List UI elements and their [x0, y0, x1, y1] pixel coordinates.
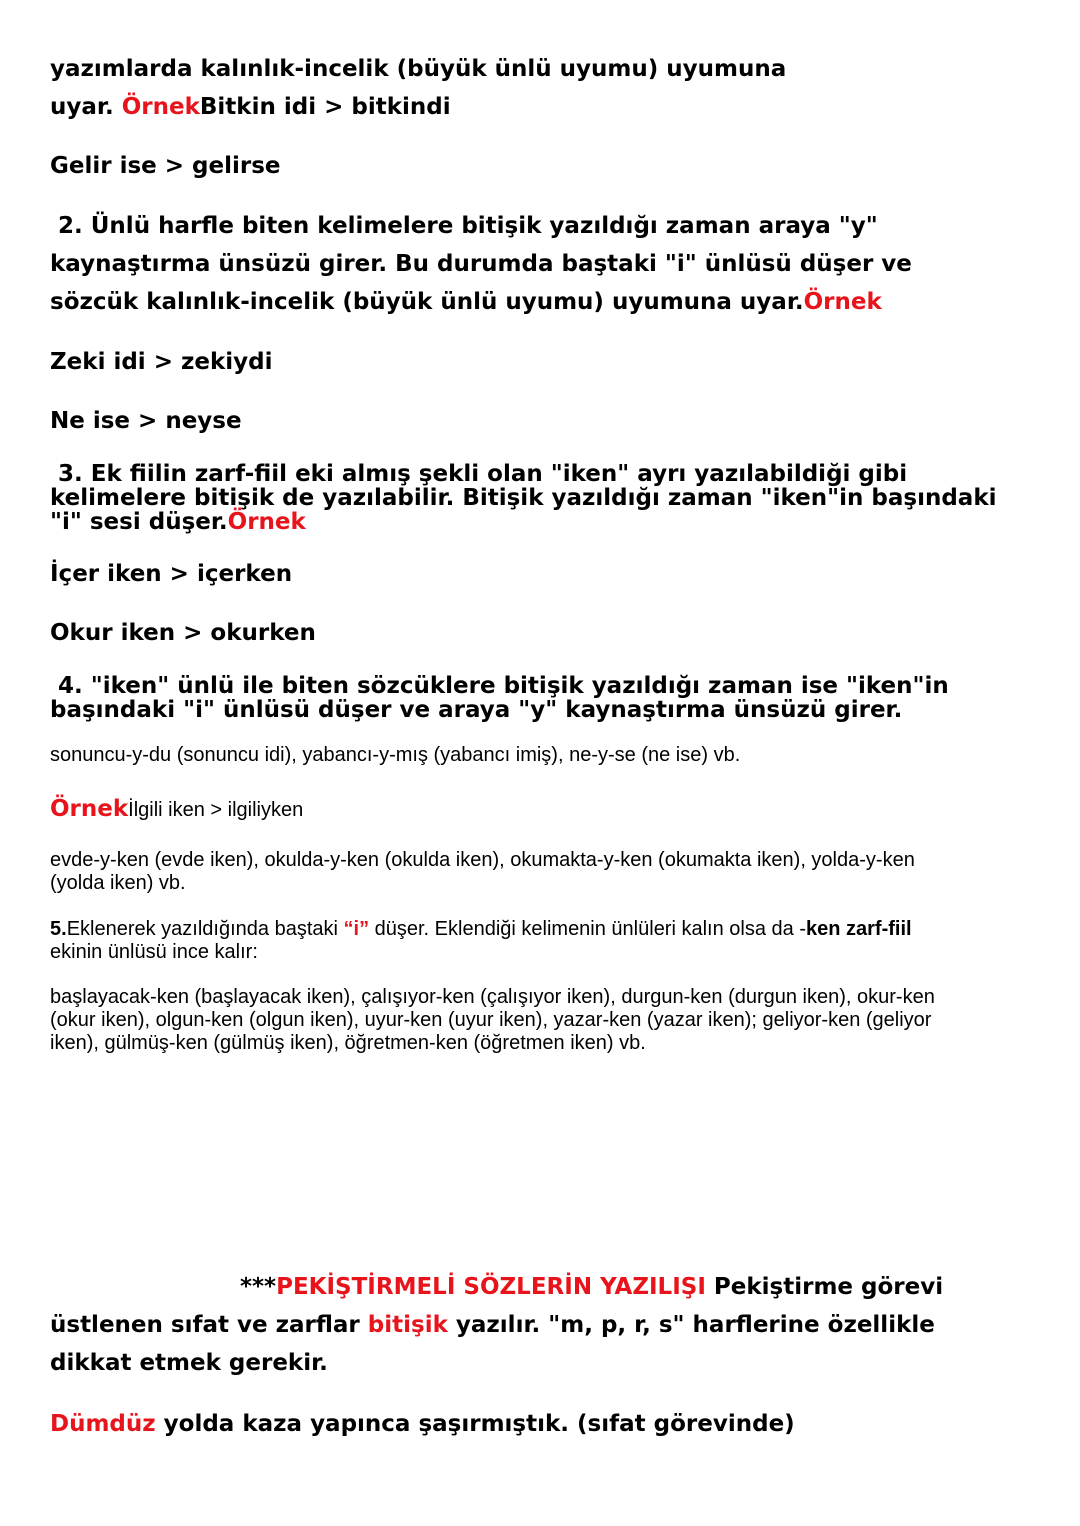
section-bitisik: bitişik — [367, 1312, 448, 1338]
rule4-line2: başındaki "i" ünlüsü düşer ve araya "y" kaynaştırma ünsüzü girer. — [50, 697, 903, 723]
rule1-line1: yazımlarda kalınlık-incelik (büyük ünlü uyumu) uyumuna — [50, 56, 787, 82]
rule5-quoted-i: “i” — [343, 918, 370, 940]
rule2-example2: Ne ise > neyse — [50, 408, 242, 434]
section-line2-post: yazılır. "m, p, r, s" harflerine özellikle — [447, 1312, 935, 1338]
rule3-paragraph — [50, 462, 997, 534]
rule1-paragraph — [50, 50, 786, 126]
section-line3: dikkat etmek gerekir. — [50, 1350, 328, 1376]
rule1-example2: Gelir ise > gelirse — [50, 153, 281, 179]
rule4-ornek-line — [50, 796, 303, 822]
section-example-word: Dümdüz — [50, 1411, 156, 1437]
rule3-line3 — [50, 510, 997, 534]
section-line1 — [50, 1268, 943, 1306]
rule5-bold-term: ken zarf-fiil — [805, 918, 912, 940]
rule4-examples2-line2: (yolda iken) vb. — [50, 872, 186, 894]
rule1-line2-pre: uyar. — [50, 94, 122, 120]
rule4-line1: 4. "iken" ünlü ile biten sözcüklere bitişik yazıldığı zaman ise "iken"in — [50, 673, 949, 699]
rule1-line2 — [50, 88, 786, 126]
rule3-line1: 3. Ek fiilin zarf-fiil eki almış şekli olan "iken" ayrı yazılabildiği gibi — [50, 461, 908, 487]
rule4-ornek-example: İlgili iken > ilgiliyken — [128, 799, 304, 821]
rule5-examples-line3: iken), gülmüş-ken (gülmüş iken), öğretmen-ken (öğretmen iken) vb. — [50, 1032, 646, 1054]
rule2-line3 — [50, 283, 912, 321]
rule5-line2: ekinin ünlüsü ince kalır: — [50, 941, 258, 963]
section-paragraph — [50, 1268, 943, 1382]
rule5-examples-line2: (okur iken), olgun-ken (olgun iken), uyur-ken (uyur iken), yazar-ken (yazar iken); geliyor-ken (geliyor — [50, 1009, 932, 1031]
section-stars: *** — [240, 1274, 277, 1300]
rule3-example2: Okur iken > okurken — [50, 620, 316, 646]
rule2-line2: kaynaştırma ünsüzü girer. Bu durumda baştaki "i" ünlüsü düşer ve — [50, 251, 912, 277]
rule4-examples2 — [50, 849, 915, 895]
rule4-examples: sonuncu-y-du (sonuncu idi), yabancı-y-mış (yabancı imiş), ne-y-se (ne ise) vb. — [50, 744, 741, 766]
ornek-label: Örnek — [121, 94, 200, 120]
section-example — [50, 1405, 795, 1443]
ornek-label: Örnek — [50, 796, 129, 822]
rule5-examples — [50, 986, 935, 1055]
rule5-text1: Eklenerek yazıldığında baştaki — [66, 918, 344, 940]
rule5-text2: düşer. Eklendiği kelimenin ünlüleri kalın olsa da - — [369, 918, 806, 940]
rule1-example1: Bitkin idi > bitkindi — [199, 94, 451, 120]
rule2-line1: 2. Ünlü harfle biten kelimelere bitişik yazıldığı zaman araya "y" — [50, 213, 878, 239]
rule2-line3-text: sözcük kalınlık-incelik (büyük ünlü uyumu) uyumuna uyar. — [50, 289, 804, 315]
ornek-label: Örnek — [803, 289, 882, 315]
section-example-rest: yolda kaza yapınca şaşırmıştık. (sıfat görevinde) — [155, 1411, 795, 1437]
rule2-paragraph — [50, 207, 912, 321]
section-heading: PEKİŞTİRMELİ SÖZLERİN YAZILIŞI — [276, 1274, 706, 1300]
rule3-example1: İçer iken > içerken — [50, 561, 293, 587]
rule5-line1 — [50, 918, 912, 941]
rule5-number: 5. — [50, 918, 67, 940]
rule5-examples-line1: başlayacak-ken (başlayacak iken), çalışıyor-ken (çalışıyor iken), durgun-ken (durgun iken), okur-ken — [50, 986, 935, 1008]
rule5-paragraph — [50, 918, 912, 964]
rule4-paragraph — [50, 674, 949, 722]
section-line2-pre: üstlenen sıfat ve zarflar — [50, 1312, 368, 1338]
rule3-line2: kelimelere bitişik de yazılabilir. Bitişik yazıldığı zaman "iken"in başındaki — [50, 485, 997, 511]
rule2-example1: Zeki idi > zekiydi — [50, 349, 273, 375]
rule4-examples2-line1: evde-y-ken (evde iken), okulda-y-ken (okulda iken), okumakta-y-ken (okumakta iken), yolda-y-ken — [50, 849, 915, 871]
rule3-line3-text: "i" sesi düşer. — [50, 509, 228, 535]
ornek-label: Örnek — [227, 509, 306, 535]
section-line1-post: Pekiştirme görevi — [705, 1274, 944, 1300]
section-line2 — [50, 1306, 943, 1344]
